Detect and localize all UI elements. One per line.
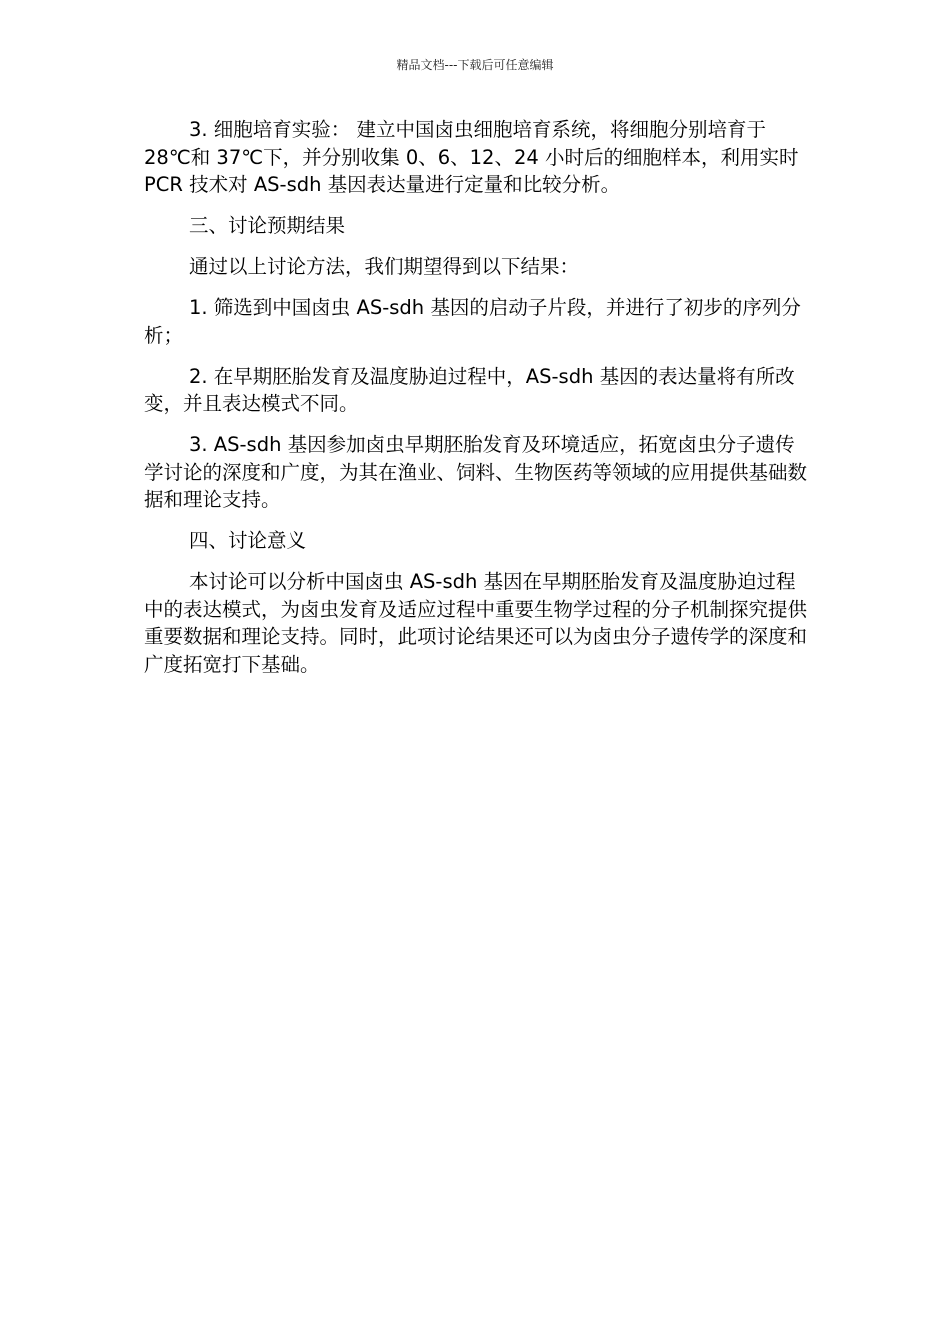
section-heading-significance: 四、讨论意义 (189, 529, 307, 552)
paragraph-result-2: 2. 在早期胚胎发育及温度胁迫过程中，AS-sdh 基因的表达量将有所改变，并且表达模式不同。 (144, 364, 795, 415)
paragraph-result-1: 1. 筛选到中国卤虫 AS-sdh 基因的启动子片段，并进行了初步的序列分析； (144, 296, 801, 347)
paragraph-significance: 本讨论可以分析中国卤虫 AS-sdh 基因在早期胚胎发育及温度胁迫过程中的表达模式，为卤虫发育及适应过程中重要生物学过程的分子机制探究提供重要数据和理论支持。同时，此项讨论结果还可以为卤虫分子遗传学的深度和广度拓宽打下基础。 (144, 570, 808, 676)
paragraph-expected-intro: 通过以上讨论方法，我们期望得到以下结果： (189, 255, 580, 278)
paragraph-result-3: 3. AS-sdh 基因参加卤虫早期胚胎发育及环境适应，拓宽卤虫分子遗传学讨论的深度和广度，为其在渔业、饲料、生物医药等领域的应用提供基础数据和理论支持。 (144, 433, 808, 511)
document-body (144, 116, 809, 692)
paragraph-cell-culture-experiment: 3. 细胞培育实验： 建立中国卤虫细胞培育系统，将细胞分别培育于28℃和 37℃下，并分别收集 0、6、12、24 小时后的细胞样本，利用实时 PCR 技术对 AS-sdh 基因表达量进行定量和比较分析。 (144, 118, 799, 196)
section-heading-expected-results: 三、讨论预期结果 (189, 214, 346, 237)
page-header: 精品文档---下载后可任意编辑 (396, 58, 554, 72)
